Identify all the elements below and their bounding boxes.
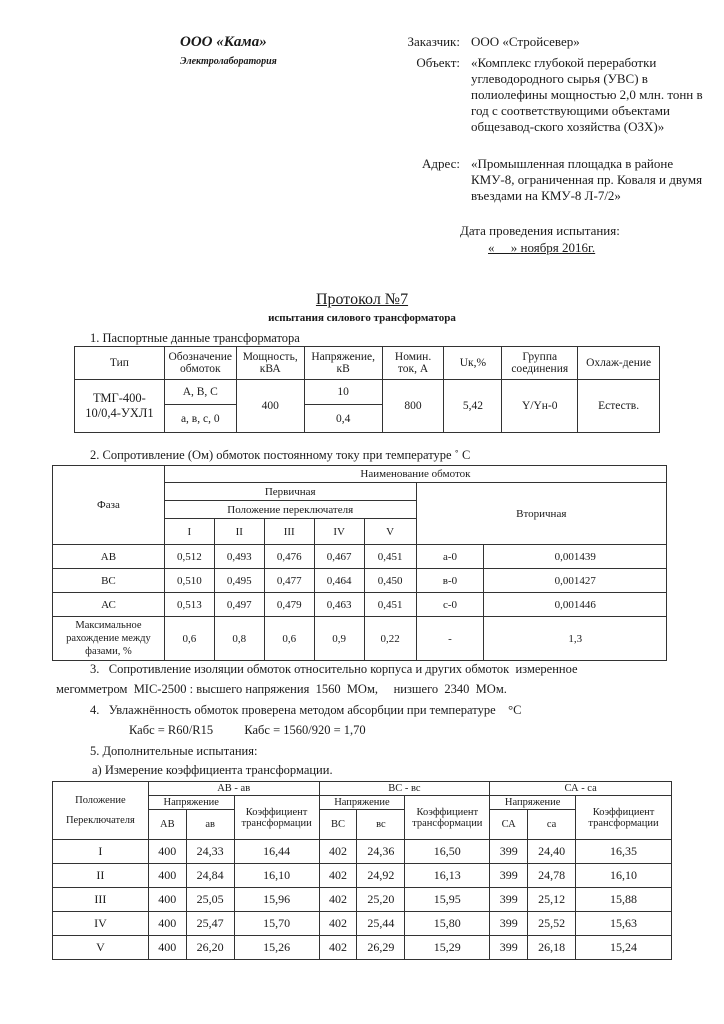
windings-header: Наименование обмоток [164, 466, 666, 483]
header-cooling: Охлаж-дение [578, 347, 660, 380]
phase-cell: ВС [53, 569, 165, 593]
value-cell: 0,477 [264, 569, 314, 593]
position-cell: II [53, 864, 149, 888]
value-cell: 0,513 [164, 593, 214, 617]
value-cell: 24,40 [528, 840, 576, 864]
secondary-name-cell: - [416, 617, 484, 661]
table-row [53, 888, 672, 912]
value-cell: 0,451 [364, 593, 416, 617]
table-row [53, 593, 667, 617]
value-cell: 0,6 [264, 617, 314, 661]
address-value: «Промышленная площадка в районе КМУ-8, ограниченная пр. Коваля и двумя въездами на КМУ-8 Л-7/2» [471, 156, 703, 203]
secondary-header: Вторичная [416, 483, 666, 545]
switch-position-header: Положение переключателя [164, 501, 416, 519]
value-cell: 0,497 [214, 593, 264, 617]
voltage-header: Напряжение [148, 796, 234, 810]
cooling-value: Естеств. [578, 380, 660, 433]
table-row [53, 936, 672, 960]
coef-header: Коэффициент трансформации [234, 796, 319, 840]
secondary-name-cell: в-0 [416, 569, 484, 593]
value-cell: 15,26 [234, 936, 319, 960]
table-row [53, 840, 672, 864]
value-cell: 16,50 [405, 840, 490, 864]
department-name: Электролаборатория [180, 56, 277, 67]
value-cell: 25,05 [186, 888, 234, 912]
current-value: 800 [382, 380, 444, 433]
header-windings: Обозначение обмоток [164, 347, 236, 380]
value-cell: 15,70 [234, 912, 319, 936]
customer-label: Заказчик: [407, 34, 460, 49]
object-value: «Комплекс глубокой переработки углеводородного сырья (УВС) в полиолефины мощностью 2,0 млн. тонн в год с соответствующими объектами общезавод-ского хозяйства (ОЗХ)» [471, 55, 703, 134]
section-3-line-2: мегомметром MIC-2500 : высшего напряжения 1560 МОм, низшего 2340 МОм. [56, 682, 507, 696]
value-cell: 0,450 [364, 569, 416, 593]
position-cell: V [53, 936, 149, 960]
position-header: IV [314, 519, 364, 545]
value-cell: 0,493 [214, 545, 264, 569]
value-cell: 400 [148, 864, 186, 888]
voltage-hv-header: АВ [148, 810, 186, 840]
position-header: III [264, 519, 314, 545]
voltage-lv-header: ав [186, 810, 234, 840]
value-cell: 26,29 [357, 936, 405, 960]
position-header: I [164, 519, 214, 545]
value-cell: 25,20 [357, 888, 405, 912]
value-cell: 399 [490, 840, 528, 864]
group-header-ab: АВ - ав [148, 782, 319, 796]
phase-header: Фаза [53, 466, 165, 545]
voltage-header: Напряжение [319, 796, 405, 810]
value-cell: 15,95 [405, 888, 490, 912]
table-row [53, 912, 672, 936]
value-cell: 16,13 [405, 864, 490, 888]
value-cell: 0,22 [364, 617, 416, 661]
value-cell: 0,8 [214, 617, 264, 661]
secondary-value-cell: 0,001439 [484, 545, 667, 569]
ratio-table [52, 781, 672, 960]
power-value: 400 [236, 380, 304, 433]
value-cell: 0,495 [214, 569, 264, 593]
max-deviation-label: Максимальное рахождение между фазами, % [53, 617, 165, 661]
secondary-value-cell: 0,001427 [484, 569, 667, 593]
table-row [53, 617, 667, 661]
section-5-subtitle: а) Измерение коэффициента трансформации. [92, 763, 333, 777]
header-type: Тип [75, 347, 165, 380]
position-header: Положение Переключателя [53, 782, 149, 840]
value-cell: 25,47 [186, 912, 234, 936]
value-cell: 25,52 [528, 912, 576, 936]
value-cell: 399 [490, 888, 528, 912]
position-cell: III [53, 888, 149, 912]
value-cell: 0,9 [314, 617, 364, 661]
position-cell: IV [53, 912, 149, 936]
passport-table [74, 346, 660, 433]
value-cell: 24,78 [528, 864, 576, 888]
value-cell: 399 [490, 936, 528, 960]
protocol-title: Протокол №7 [315, 291, 409, 308]
value-cell: 24,33 [186, 840, 234, 864]
value-cell: 24,84 [186, 864, 234, 888]
section-5-title: 5. Дополнительные испытания: [90, 744, 258, 758]
phase-cell: АС [53, 593, 165, 617]
coef-header: Коэффициент трансформации [405, 796, 490, 840]
coef-header: Коэффициент трансформации [576, 796, 672, 840]
customer-value: ООО «Стройсевер» [471, 34, 580, 49]
test-date-label: Дата проведения испытания: [460, 223, 620, 238]
value-cell: 402 [319, 936, 357, 960]
value-cell: 0,451 [364, 545, 416, 569]
group-value: Y/Yн-0 [502, 380, 578, 433]
value-cell: 26,20 [186, 936, 234, 960]
voltage-hv-header: СА [490, 810, 528, 840]
table-row [53, 569, 667, 593]
value-cell: 15,63 [576, 912, 672, 936]
section-4-line-1: 4. Увлажнённость обмоток проверена методом абсорбции при температуре °С [90, 703, 522, 717]
value-cell: 16,44 [234, 840, 319, 864]
uk-value: 5,42 [444, 380, 502, 433]
value-cell: 402 [319, 912, 357, 936]
secondary-value-cell: 1,3 [484, 617, 667, 661]
value-cell: 25,12 [528, 888, 576, 912]
test-date-value: « » ноября 2016г. [488, 240, 596, 255]
section-1-title: 1. Паспортные данные трансформатора [90, 331, 300, 345]
value-cell: 400 [148, 888, 186, 912]
section-2-title: 2. Сопротивление (Ом) обмоток постоянному току при температуре ˚ С [90, 448, 471, 462]
table-row [53, 545, 667, 569]
value-cell: 24,36 [357, 840, 405, 864]
value-cell: 15,80 [405, 912, 490, 936]
value-cell: 0,510 [164, 569, 214, 593]
value-cell: 15,24 [576, 936, 672, 960]
voltage-lv-header: са [528, 810, 576, 840]
value-cell: 400 [148, 936, 186, 960]
phase-cell: АВ [53, 545, 165, 569]
value-cell: 399 [490, 864, 528, 888]
value-cell: 25,44 [357, 912, 405, 936]
table-row [53, 864, 672, 888]
value-cell: 0,479 [264, 593, 314, 617]
value-cell: 0,463 [314, 593, 364, 617]
section-4-line-2: Кабс = R60/R15 Кабс = 1560/920 = 1,70 [129, 723, 366, 737]
value-cell: 15,96 [234, 888, 319, 912]
voltage-hv: 10 [304, 380, 382, 405]
header-voltage: Напряжение, кВ [304, 347, 382, 380]
value-cell: 0,476 [264, 545, 314, 569]
secondary-name-cell: а-0 [416, 545, 484, 569]
value-cell: 400 [148, 840, 186, 864]
voltage-lv: 0,4 [304, 405, 382, 433]
value-cell: 15,29 [405, 936, 490, 960]
value-cell: 16,35 [576, 840, 672, 864]
group-header-ca: СА - са [490, 782, 672, 796]
object-label: Объект: [416, 55, 460, 70]
winding-lv: а, в, с, 0 [164, 405, 236, 433]
value-cell: 402 [319, 864, 357, 888]
value-cell: 399 [490, 912, 528, 936]
value-cell: 400 [148, 912, 186, 936]
position-header: II [214, 519, 264, 545]
value-cell: 24,92 [357, 864, 405, 888]
value-cell: 16,10 [234, 864, 319, 888]
group-header-bc: ВС - вс [319, 782, 490, 796]
voltage-header: Напряжение [490, 796, 576, 810]
position-cell: I [53, 840, 149, 864]
value-cell: 402 [319, 888, 357, 912]
value-cell: 15,88 [576, 888, 672, 912]
secondary-name-cell: с-0 [416, 593, 484, 617]
transformer-type: ТМГ-400-10/0,4-УХЛ1 [75, 380, 165, 433]
voltage-lv-header: вс [357, 810, 405, 840]
value-cell: 0,467 [314, 545, 364, 569]
value-cell: 0,464 [314, 569, 364, 593]
address-label: Адрес: [422, 156, 460, 171]
header-uk: Uк,% [444, 347, 502, 380]
position-header: V [364, 519, 416, 545]
value-cell: 0,512 [164, 545, 214, 569]
voltage-hv-header: ВС [319, 810, 357, 840]
header-current: Номин. ток, А [382, 347, 444, 380]
primary-header: Первичная [164, 483, 416, 501]
protocol-subtitle: испытания силового трансформатора [268, 312, 456, 324]
section-3-line-1: 3. Сопротивление изоляции обмоток относительно корпуса и других обмоток измеренное [90, 662, 578, 676]
value-cell: 16,10 [576, 864, 672, 888]
company-name: ООО «Кама» [180, 34, 267, 50]
header-group: Группа соединения [502, 347, 578, 380]
value-cell: 402 [319, 840, 357, 864]
resistance-table [52, 465, 667, 661]
winding-hv: А, В, С [164, 380, 236, 405]
secondary-value-cell: 0,001446 [484, 593, 667, 617]
value-cell: 0,6 [164, 617, 214, 661]
value-cell: 26,18 [528, 936, 576, 960]
header-power: Мощность, кВА [236, 347, 304, 380]
